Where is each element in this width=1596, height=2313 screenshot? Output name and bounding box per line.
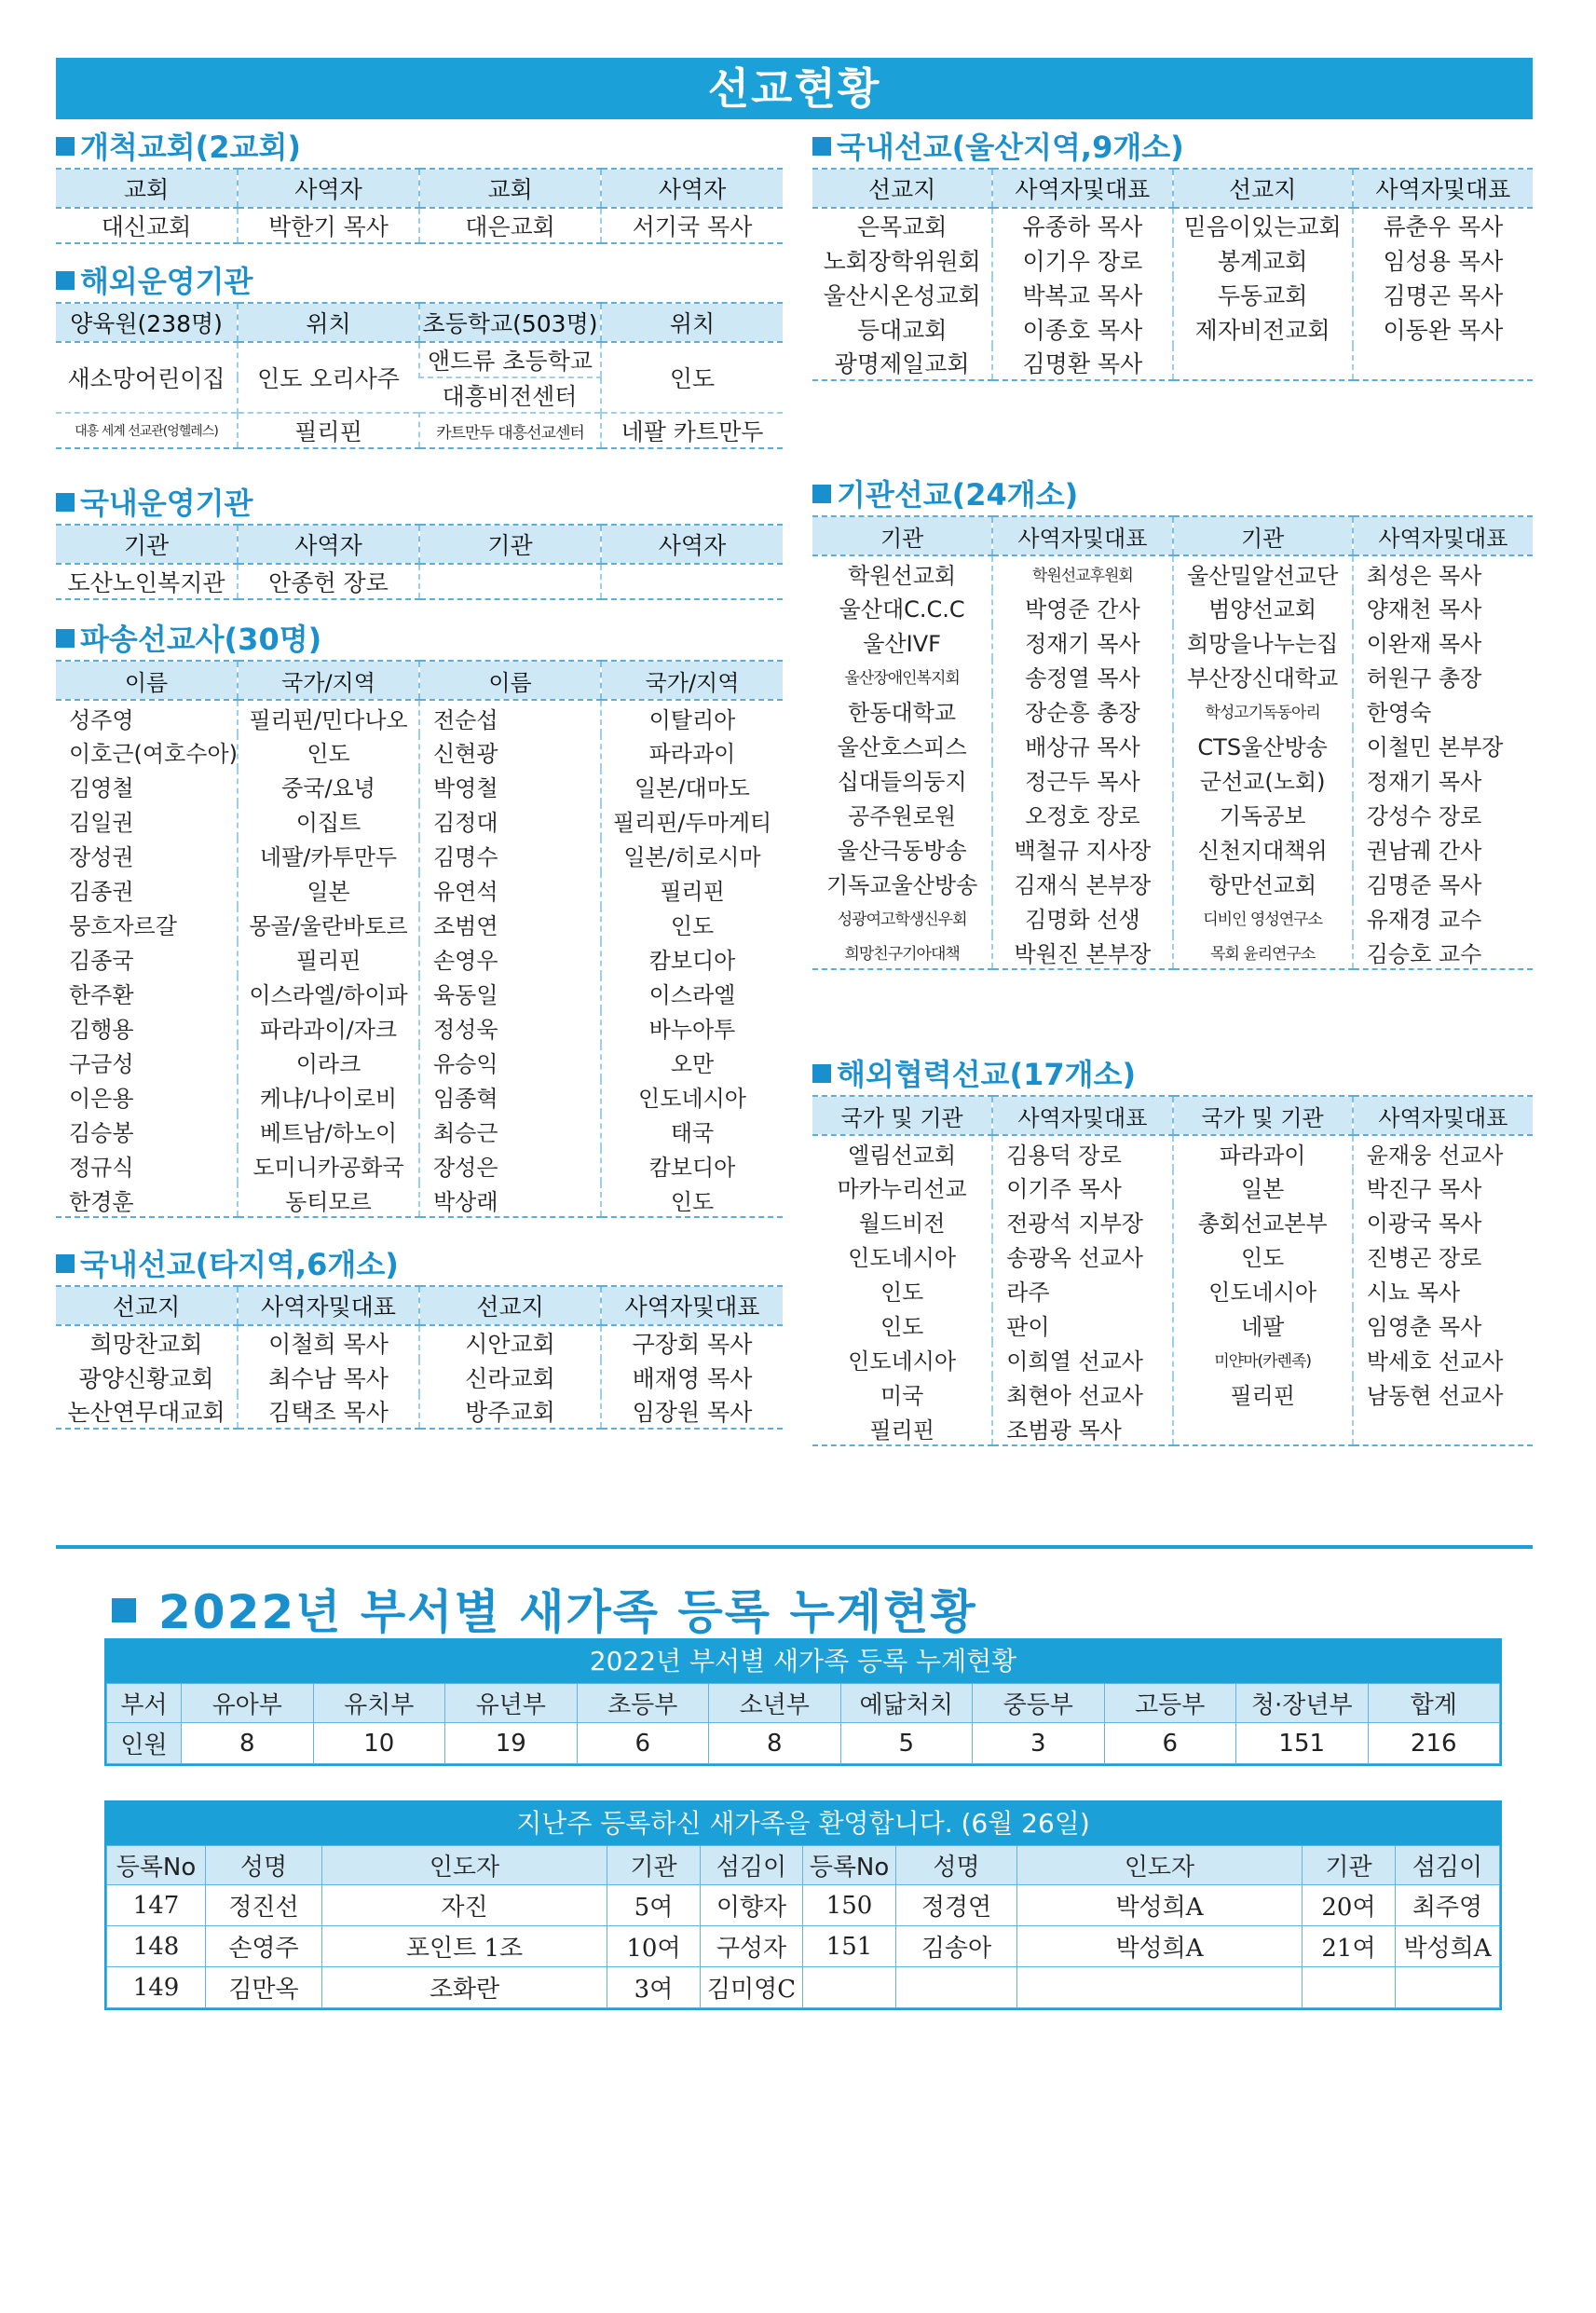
table-row: 이호근(여호수아) 인도 신현광 파라과이 xyxy=(56,734,783,769)
table-row: 성주영 필리핀/민다나오 전순섭 이탈리아 xyxy=(56,700,783,734)
table-row: 희망친구기아대책 박원진 본부장 목회 윤리연구소 김승호 교수 xyxy=(812,935,1533,969)
family-stats-box xyxy=(104,1638,1502,1766)
table-row: 미국 최현아 선교사 필리핀 남동현 선교사 xyxy=(812,1376,1533,1411)
table-row: 인도네시아 이희열 선교사 미얀마(카렌족) 박세호 선교사 xyxy=(812,1342,1533,1376)
section-divider xyxy=(56,1545,1533,1549)
table-row: 등대교회 이종호 목사 제자비전교회 이동완 목사 xyxy=(812,311,1533,346)
page-banner: 선교현황 xyxy=(56,58,1533,119)
section-title-missionaries: 파송선교사(30명) xyxy=(56,619,783,660)
table-row: 광명제일교회 김명환 목사 xyxy=(812,346,1533,380)
missionaries-table: 이름 국가/지역 이름 국가/지역 성주영 필리핀/민다나오 전순섭 이탈리아 이호근(여호수아) 인도 신현광 파라과이 김영철 중국/요녕 박영철 일본/대마도 김일권 이집트 김정대 필리핀/두마게티 장성권 네팔/카투만두 김명수 일본/히로시마 김종권 일본 유연석 필리핀 뭉흐자르갈 몽골/울란바토르 조범연 인도 김종국 필리핀 손영우 캄보디아 한주환 이스라엘/하이파 육동일 이스라엘 김행용 파라과이/자크 정성욱 바누아투 구금성 이라크 유승익 오만 이은용 케냐/나이로비 임종혁 인도네시아 김승봉 베트남/하노이 최승근 태국 정규식 도미니카공화국 장성은 캄보디아 한경훈 동티모르 박상래 인도 xyxy=(56,660,783,1218)
square-bullet-icon xyxy=(56,493,75,512)
welcome-table: 등록No 성명 인도자 기관 섬김이 등록No 성명 인도자 기관 섬김이 147 정진선 자진 5여 이향자 150 정경연 박성희A 20여 최주영 148 손영주 포인트 1조 10여 구성자 151 김송아 박성희A 21여 박성희A 149 김만옥 조화란 3여 김미영C xyxy=(106,1845,1500,2008)
table-row: 기독교울산방송 김재식 본부장 항만선교회 김명준 목사 xyxy=(812,866,1533,900)
table-row: 김종국 필리핀 손영우 캄보디아 xyxy=(56,941,783,976)
table-row: 장성권 네팔/카투만두 김명수 일본/히로시마 xyxy=(56,838,783,872)
table-row: 한주환 이스라엘/하이파 육동일 이스라엘 xyxy=(56,976,783,1010)
table-row: 김승봉 베트남/하노이 최승근 태국 xyxy=(56,1114,783,1148)
table-row: 울산장애인복지회 송정열 목사 부산장신대학교 허원구 총장 xyxy=(812,659,1533,693)
welcome-box xyxy=(104,1800,1502,2010)
institutional-table: 기관 사역자및대표 기관 사역자및대표 학원선교회 학원선교후원회 울산밀알선교단 최성은 목사 울산대C.C.C 박영준 간사 범양선교회 양재천 목사 울산IVF 정재기 목사 희망을나누는집 이완재 목사 울산장애인복지회 송정열 목사 부산장신대학교 허원구 총장 한동대학교 장순흥 총장 학성고기독동아리 한영숙 울산호스피스 배상규 목사 CTS울산방송 이철민 본부장 십대들의둥지 정근두 목사 군선교(노회) 정재기 목사 공주원로원 오정호 장로 기독공보 강성수 장로 울산극동방송 백철규 지사장 신천지대책위 권남궤 간사 기독교울산방송 김재식 본부장 항만선교회 김명준 목사 성광여고학생신우회 김명화 선생 디비인 영성연구소 유재경 교수 희망친구기아대책 박원진 본부장 목회 윤리연구소 김승호 교수 xyxy=(812,515,1533,970)
table-row: 울산극동방송 백철규 지사장 신천지대책위 권남궤 간사 xyxy=(812,831,1533,866)
square-bullet-icon xyxy=(812,485,831,503)
table-row: 김행용 파라과이/자크 정성욱 바누아투 xyxy=(56,1010,783,1045)
section-title-overseas-orgs: 해외운영기관 xyxy=(56,261,783,302)
table-row: 필리핀 조범광 목사 xyxy=(812,1411,1533,1445)
table-row: 뭉흐자르갈 몽골/울란바토르 조범연 인도 xyxy=(56,907,783,941)
welcome-caption: 지난주 등록하신 새가족을 환영합니다. (6월 26일) xyxy=(106,1802,1500,1845)
table-row: 십대들의둥지 정근두 목사 군선교(노회) 정재기 목사 xyxy=(812,762,1533,797)
table-row: 울산시온성교회 박복교 목사 두동교회 김명곤 목사 xyxy=(812,277,1533,311)
table-row: 김영철 중국/요녕 박영철 일본/대마도 xyxy=(56,769,783,803)
domestic-ulsan-table: 선교지 사역자및대표 선교지 사역자및대표 은목교회 유종하 목사 믿음이있는교회 류춘우 목사 노회장학위원회 이기우 장로 봉계교회 임성용 목사 울산시온성교회 박복교 목사 두동교회 김명곤 목사 등대교회 이종호 목사 제자비전교회 이동완 목사 광명제일교회 김명환 목사 xyxy=(812,168,1533,381)
section-title-institutional: 기관선교(24개소) xyxy=(812,474,1533,515)
family-section-title: 2022년 부서별 새가족 등록 누계현황 xyxy=(112,1575,977,1642)
table-row: 도산노인복지관 안종헌 장로 xyxy=(56,564,783,599)
table-row: 김일권 이집트 김정대 필리핀/두마게티 xyxy=(56,803,783,838)
table-row: 엘림선교회 김용덕 장로 파라과이 윤재웅 선교사 xyxy=(812,1135,1533,1170)
table-row: 147 정진선 자진 5여 이향자 150 정경연 박성희A 20여 최주영 xyxy=(107,1885,1500,1926)
table-row: 노회장학위원회 이기우 장로 봉계교회 임성용 목사 xyxy=(812,242,1533,277)
overseas-orgs-table: 양육원(238명) 위치 초등학교(503명) 위치 새소망어린이집 인도 오리사주 앤드류 초등학교 인도 대흥비전센터 대흥 세계 선교관(엉헬레스) 필리핀 카트만두 대흥선교센터 네팔 카트만두 xyxy=(56,302,783,449)
square-bullet-icon xyxy=(56,271,75,290)
table-row: 울산IVF 정재기 목사 희망을나누는집 이완재 목사 xyxy=(812,624,1533,659)
left-column xyxy=(56,127,783,1430)
table-row: 148 손영주 포인트 1조 10여 구성자 151 김송아 박성희A 21여 박성희A xyxy=(107,1926,1500,1967)
square-bullet-icon xyxy=(56,137,75,156)
section-title-overseas-coop: 해외협력선교(17개소) xyxy=(812,1054,1533,1095)
table-row: 한경훈 동티모르 박상래 인도 xyxy=(56,1183,783,1217)
square-bullet-icon xyxy=(112,1598,136,1622)
square-bullet-icon xyxy=(56,629,75,648)
domestic-orgs-table: 기관 사역자 기관 사역자 도산노인복지관 안종헌 장로 xyxy=(56,524,783,600)
table-row: 구금성 이라크 유승익 오만 xyxy=(56,1045,783,1079)
table-row: 성광여고학생신우회 김명화 선생 디비인 영성연구소 유재경 교수 xyxy=(812,900,1533,935)
square-bullet-icon xyxy=(812,137,831,156)
square-bullet-icon xyxy=(56,1254,75,1273)
table-row: 광양신황교회 최수남 목사 신라교회 배재영 목사 xyxy=(56,1360,783,1394)
section-title-domestic-ulsan: 국내선교(울산지역,9개소) xyxy=(812,127,1533,168)
table-row: 울산대C.C.C 박영준 간사 범양선교회 양재천 목사 xyxy=(812,590,1533,624)
table-row: 논산연무대교회 김택조 목사 방주교회 임장원 목사 xyxy=(56,1394,783,1429)
table-row: 한동대학교 장순흥 총장 학성고기독동아리 한영숙 xyxy=(812,693,1533,728)
table-row: 인도네시아 송광옥 선교사 인도 진병곤 장로 xyxy=(812,1239,1533,1273)
table-row: 대흥 세계 선교관(엉헬레스) 필리핀 카트만두 대흥선교센터 네팔 카트만두 xyxy=(56,413,783,448)
table-row: 은목교회 유종하 목사 믿음이있는교회 류춘우 목사 xyxy=(812,208,1533,242)
table-row: 울산호스피스 배상규 목사 CTS울산방송 이철민 본부장 xyxy=(812,728,1533,762)
pioneer-table: 교회 사역자 교회 사역자 대신교회 박한기 목사 대은교회 서기국 목사 xyxy=(56,168,783,244)
table-row: 학원선교회 학원선교후원회 울산밀알선교단 최성은 목사 xyxy=(812,555,1533,590)
table-row: 마카누리선교 이기주 목사 일본 박진구 목사 xyxy=(812,1170,1533,1204)
table-row: 149 김만옥 조화란 3여 김미영C xyxy=(107,1967,1500,2008)
table-row: 인도 라주 인도네시아 시뇨 목사 xyxy=(812,1273,1533,1307)
table-row: 새소망어린이집 인도 오리사주 앤드류 초등학교 인도 xyxy=(56,342,783,377)
table-row: 공주원로원 오정호 장로 기독공보 강성수 장로 xyxy=(812,797,1533,831)
table-row: 인원 8 10 19 6 8 5 3 6 151 216 xyxy=(107,1723,1500,1764)
table-row: 김종권 일본 유연석 필리핀 xyxy=(56,872,783,907)
family-stats-caption: 2022년 부서별 새가족 등록 누계현황 xyxy=(106,1640,1500,1683)
table-row: 월드비전 전광석 지부장 총회선교본부 이광국 목사 xyxy=(812,1204,1533,1239)
right-column xyxy=(812,127,1533,1446)
table-row: 인도 판이 네팔 임영춘 목사 xyxy=(812,1307,1533,1342)
table-row: 이은용 케냐/나이로비 임종혁 인도네시아 xyxy=(56,1079,783,1114)
section-title-domestic-orgs: 국내운영기관 xyxy=(56,483,783,524)
section-title-domestic-other: 국내선교(타지역,6개소) xyxy=(56,1244,783,1285)
domestic-other-table: 선교지 사역자및대표 선교지 사역자및대표 희망찬교회 이철희 목사 시안교회 구장회 목사 광양신황교회 최수남 목사 신라교회 배재영 목사 논산연무대교회 김택조 목사 방주교회 임장원 목사 xyxy=(56,1285,783,1430)
overseas-coop-table: 국가 및 기관 사역자및대표 국가 및 기관 사역자및대표 엘림선교회 김용덕 장로 파라과이 윤재웅 선교사 마카누리선교 이기주 목사 일본 박진구 목사 월드비전 전광석 지부장 총회선교본부 이광국 목사 인도네시아 송광옥 선교사 인도 진병곤 장로 인도 라주 인도네시아 시뇨 목사 인도 판이 네팔 임영춘 목사 인도네시아 이희열 선교사 미얀마(카렌족) 박세호 선교사 미국 최현아 선교사 필리핀 남동현 선교사 필리핀 조범광 목사 xyxy=(812,1095,1533,1446)
table-row: 희망찬교회 이철희 목사 시안교회 구장회 목사 xyxy=(56,1325,783,1360)
table-row: 정규식 도미니카공화국 장성은 캄보디아 xyxy=(56,1148,783,1183)
square-bullet-icon xyxy=(812,1064,831,1083)
family-stats-table: 부서 유아부 유치부 유년부 초등부 소년부 예닮처치 중등부 고등부 청·장년부 합계 인원 8 10 19 6 8 5 3 6 151 216 xyxy=(106,1683,1500,1764)
section-title-pioneer: 개척교회(2교회) xyxy=(56,127,783,168)
table-row: 대신교회 박한기 목사 대은교회 서기국 목사 xyxy=(56,208,783,243)
